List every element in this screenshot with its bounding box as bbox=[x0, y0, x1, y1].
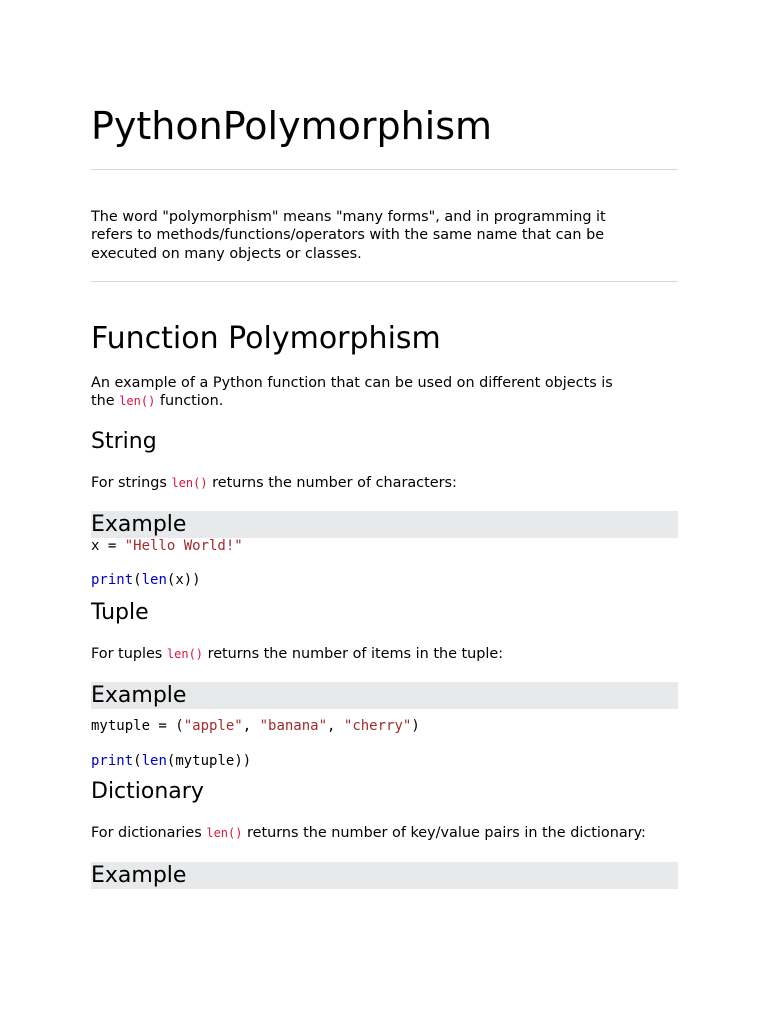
inline-code-len: len() bbox=[171, 476, 208, 490]
code-keyword: print bbox=[91, 572, 134, 588]
code-token: x = bbox=[91, 538, 125, 554]
section-paragraph bbox=[91, 374, 631, 411]
string-paragraph bbox=[91, 474, 457, 492]
divider-top bbox=[91, 169, 678, 170]
string-paragraph-text: For strings bbox=[91, 475, 172, 491]
code-line-1 bbox=[91, 717, 420, 735]
page-title: PythonPolymorphism bbox=[91, 104, 493, 148]
section-paragraph-end: function. bbox=[155, 393, 224, 410]
section-paragraph-text: An example of a Python function that can be used on different objects is the bbox=[91, 375, 613, 410]
tuple-heading: Tuple bbox=[91, 600, 149, 625]
code-string: "cherry" bbox=[343, 718, 412, 734]
tuple-paragraph bbox=[91, 645, 503, 663]
example-header-tuple bbox=[91, 682, 678, 709]
code-token: ( bbox=[133, 572, 142, 588]
code-string: "Hello World!" bbox=[124, 538, 243, 554]
tuple-paragraph-text: For tuples bbox=[91, 646, 167, 662]
code-token: , bbox=[242, 718, 260, 734]
code-token: (mytuple)) bbox=[166, 753, 252, 769]
intro-paragraph: The word "polymorphism" means "many forms", and in programming it refers to methods/functions/operators with the same name that can be executed on many objects or classes. bbox=[91, 209, 606, 262]
code-token: (x)) bbox=[166, 572, 201, 588]
code-keyword: len bbox=[141, 753, 167, 769]
dictionary-heading: Dictionary bbox=[91, 779, 204, 804]
code-line-2 bbox=[91, 571, 201, 589]
code-keyword: len bbox=[141, 572, 167, 588]
tuple-paragraph-end: returns the number of items in the tuple: bbox=[203, 646, 504, 662]
code-line-2 bbox=[91, 752, 251, 770]
example-label: Example bbox=[91, 863, 187, 888]
inline-code-len: len() bbox=[166, 647, 204, 661]
code-token: , bbox=[327, 718, 344, 734]
inline-code-len: len() bbox=[206, 826, 243, 840]
code-token: ( bbox=[133, 753, 142, 769]
example-header-dictionary bbox=[91, 862, 678, 889]
dictionary-paragraph-text: For dictionaries bbox=[91, 825, 207, 841]
inline-code-len: len() bbox=[119, 394, 156, 409]
code-string: "banana" bbox=[259, 718, 328, 734]
dictionary-paragraph-end: returns the number of key/value pairs in the dictionary: bbox=[242, 825, 646, 841]
example-label: Example bbox=[91, 683, 187, 708]
string-paragraph-end: returns the number of characters: bbox=[207, 475, 457, 491]
code-token: mytuple = ( bbox=[91, 718, 184, 734]
code-token: ) bbox=[411, 718, 420, 734]
section-heading: Function Polymorphism bbox=[91, 321, 441, 356]
example-label: Example bbox=[91, 512, 187, 537]
dictionary-paragraph bbox=[91, 824, 646, 842]
code-string: "apple" bbox=[183, 718, 243, 734]
code-keyword: print bbox=[91, 753, 134, 769]
code-line-1 bbox=[91, 537, 243, 555]
example-header-string bbox=[91, 511, 678, 538]
string-heading: String bbox=[91, 429, 157, 454]
divider-intro bbox=[91, 281, 678, 282]
